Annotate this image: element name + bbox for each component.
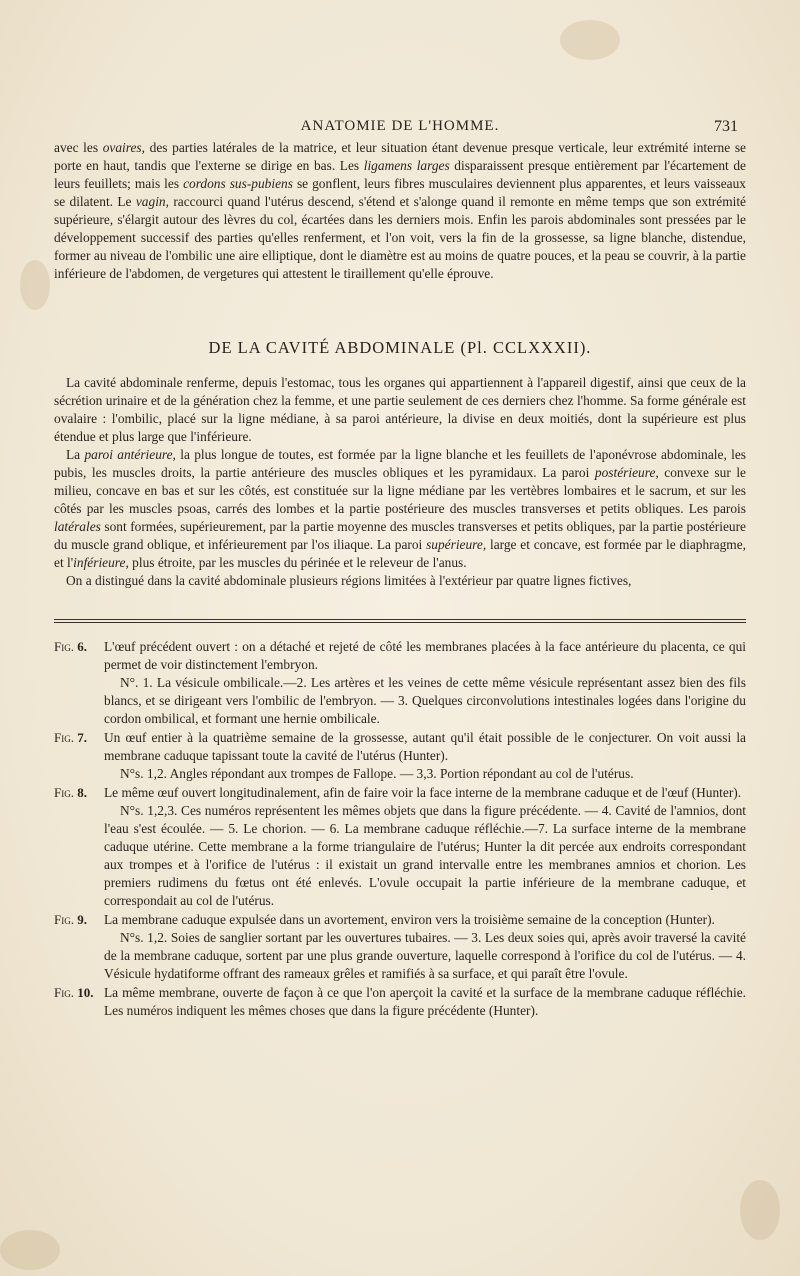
figure-legend-6: [54, 638, 746, 728]
running-title: ANATOMIE DE L'HOMME.: [300, 118, 500, 134]
fig-abbrev: Fig.: [54, 730, 74, 745]
fig-number: 10.: [77, 985, 94, 1000]
fig-number: 7.: [77, 730, 87, 745]
intro-text: se gonflent, leurs fibres musculaires deviennent plus apparentes, et leurs vaisseaux se dilatent. Le: [54, 176, 746, 209]
section-divider: [54, 619, 746, 623]
term-superieure: supérieure,: [426, 537, 487, 552]
figure-label: [54, 984, 104, 1002]
figure-legend-9: [54, 911, 746, 983]
figure-numbers: N°s. 1,2,3. Ces numéros représentent les mêmes objets que dans la figure précédente. — 4. Cavité de l'amnios, dont l'eau s'est écoulée. — 5. Le chorion. — 6. La membrane caduque réfléchie.—7. La surface interne de la membrane caduque utérine. Cette membrane a la forme triangulaire de l'utérus; Hunter la dit percée aux endroits correspondant aux trompes et à l'orifice de l'utérus : il existait un grand intervalle entre les membranes amnios et chorion. Les premiers rudimens du fœtus ont été enlevés. L'ovule occupait la partie inférieure de la membrane caduque, et correspondait au col de l'utérus.: [104, 803, 746, 908]
figure-caption: La membrane caduque expulsée dans un avortement, environ vers la troisième semaine de la conception (Hunter).: [104, 912, 715, 927]
fig-number: 8.: [77, 785, 87, 800]
fig-abbrev: Fig.: [54, 785, 74, 800]
page-number: 731: [714, 118, 738, 135]
figure-legend-10: [54, 984, 746, 1020]
intro-text: des parties latérales de la matrice, et leur situation étant devenue presque verticale, leur extrémité interne se porte en haut, tandis que l'externe se dirige en bas. Les: [54, 140, 746, 173]
figure-caption: Un œuf entier à la quatrième semaine de la grossesse, autant qu'il était possible de le conjecturer. On voit aussi la membrane caduque tapissant toute la cavité de l'utérus (Hunter).: [104, 730, 746, 763]
paper-stain: [560, 20, 620, 60]
term-inferieure: inférieure,: [73, 555, 129, 570]
figure-legend-8: [54, 784, 746, 910]
paper-stain: [0, 1230, 60, 1270]
figure-numbers: N°s. 1,2. Soies de sanglier sortant par les ouvertures tubaires. — 3. Les deux soies qui, après avoir traversé la cavité de la membrane caduque, sortent par une plus grande ouverture, laquelle correspond à l'orifice du col de l'utérus. — 4. Vésicule hydatiforme offrant des rameaux grêles et ramifiés à sa surface, et qui paraît être l'ovule.: [104, 930, 746, 981]
section-heading: DE LA CAVITÉ ABDOMINALE (Pl. CCLXXXII).: [208, 338, 592, 357]
figure-numbers: N°. 1. La vésicule ombilicale.—2. Les artères et les veines de cette même vésicule représentant assez bien des fils blancs, et se dirigeant vers l'ombilic de l'embryon. — 3. Quelques circonvolutions intestinales logées dans l'origine du cordon ombilical, et formant une hernie ombilicale.: [104, 675, 746, 726]
term-posterieure: postérieure,: [594, 465, 659, 480]
figure-label: [54, 911, 104, 929]
paragraph-text: La: [66, 447, 85, 462]
paper-stain: [740, 1180, 780, 1240]
term-ligamens: ligamens larges: [363, 158, 450, 173]
figure-label: [54, 638, 104, 656]
intro-text: disparaissent presque entièrement par l'écartement de leurs feuillets; mais les: [54, 158, 746, 191]
figure-label: [54, 784, 104, 802]
figure-label: [54, 729, 104, 747]
intro-text: raccourci quand l'utérus descend, s'étend et s'alonge quand il remonte en même temps que son extrémité supérieure, s'élargit autour des lèvres du col, écartées dans les derniers mois. Enfin les parois abdominales sont pressées par le développement successif des parties qu'elles renferment, et l'on voit, vers la fin de la grossesse, sa ligne blanche, distendue, former au niveau de l'ombilic une aire elliptique, dont le diamètre est au moins de quatre pouces, et la peau se couvrir, à la partie inférieure de l'abdomen, de vergetures qui attestent le tiraillement qu'elle éprouve.: [54, 194, 747, 281]
fig-abbrev: Fig.: [54, 912, 74, 927]
section-paragraph-3: On a distingué dans la cavité abdominale plusieurs régions limitées à l'extérieur par quatre lignes fictives,: [66, 573, 632, 588]
page-header: [50, 118, 750, 138]
term-ovaires: ovaires,: [102, 140, 145, 155]
fig-number: 9.: [77, 912, 87, 927]
figure-numbers: N°s. 1,2. Angles répondant aux trompes de Fallope. — 3,3. Portion répondant au col de l'utérus.: [120, 766, 634, 781]
term-laterales: latérales: [54, 519, 101, 534]
fig-number: 6.: [77, 639, 87, 654]
fig-abbrev: Fig.: [54, 985, 74, 1000]
term-vagin: vagin,: [135, 194, 169, 209]
fig-abbrev: Fig.: [54, 639, 74, 654]
intro-paragraph: [54, 139, 746, 283]
paragraph-text: convexe sur le milieu, concave en bas et sur les côtés, est constituée sur la ligne médiane par les vertèbres lombaires et le sacrum, et sur les côtés par les muscles psoas, carrés des lombes et la partie postérieure des muscles transverses et petits obliques. Les parois: [54, 465, 747, 516]
section-paragraph-1: La cavité abdominale renferme, depuis l'estomac, tous les organes qui appartiennent à l'appareil digestif, ainsi que ceux de la sécrétion urinaire et de la génération chez la femme, et une partie seulement de ces derniers chez l'homme. Sa forme générale est ovalaire : l'ombilic, placé sur la ligne médiane, à sa paroi antérieure, la divise en deux moitiés, dont la supérieure est plus étendue et plus large que l'inférieure.: [54, 375, 746, 444]
section-paragraph-2: [54, 446, 746, 572]
paragraph-text: plus étroite, par les muscles du périnée et le releveur de l'anus.: [128, 555, 467, 570]
paragraph-text: sont formées, supérieurement, par la partie moyenne des muscles transverses et petits obliques, par la partie postérieure du muscle grand oblique, et inférieurement par l'os iliaque. La paroi: [54, 519, 746, 552]
figure-caption: Le même œuf ouvert longitudinalement, afin de faire voir la face interne de la membrane caduque et de l'œuf (Hunter).: [104, 785, 742, 800]
figure-caption: La même membrane, ouverte de façon à ce que l'on aperçoit la cavité et la surface de la membrane caduque réfléchie. Les numéros indiquent les mêmes choses que dans la figure précédente (Hunter).: [104, 985, 746, 1018]
section-body: [54, 374, 746, 590]
paper-stain: [20, 260, 50, 310]
term-paroi-anterieure: paroi antérieure,: [84, 447, 176, 462]
term-cordons: cordons sus-pubiens: [183, 176, 293, 191]
figure-legend-7: [54, 729, 746, 783]
intro-text: avec les: [54, 140, 103, 155]
figure-caption: L'œuf précédent ouvert : on a détaché et rejeté de côté les membranes placées à la face antérieure du placenta, ce qui permet de voir distinctement l'embryon.: [104, 639, 746, 672]
figure-legends: [54, 638, 746, 1021]
paragraph-text: la plus longue de toutes, est formée par la ligne blanche et les feuillets de l'aponévrose abdominale, les pubis, les muscles droits, la partie antérieure des muscles obliques et les pyramidaux. La paroi: [54, 447, 746, 480]
paragraph-text: large et concave, est formée par le diaphragme, et l': [54, 537, 747, 570]
